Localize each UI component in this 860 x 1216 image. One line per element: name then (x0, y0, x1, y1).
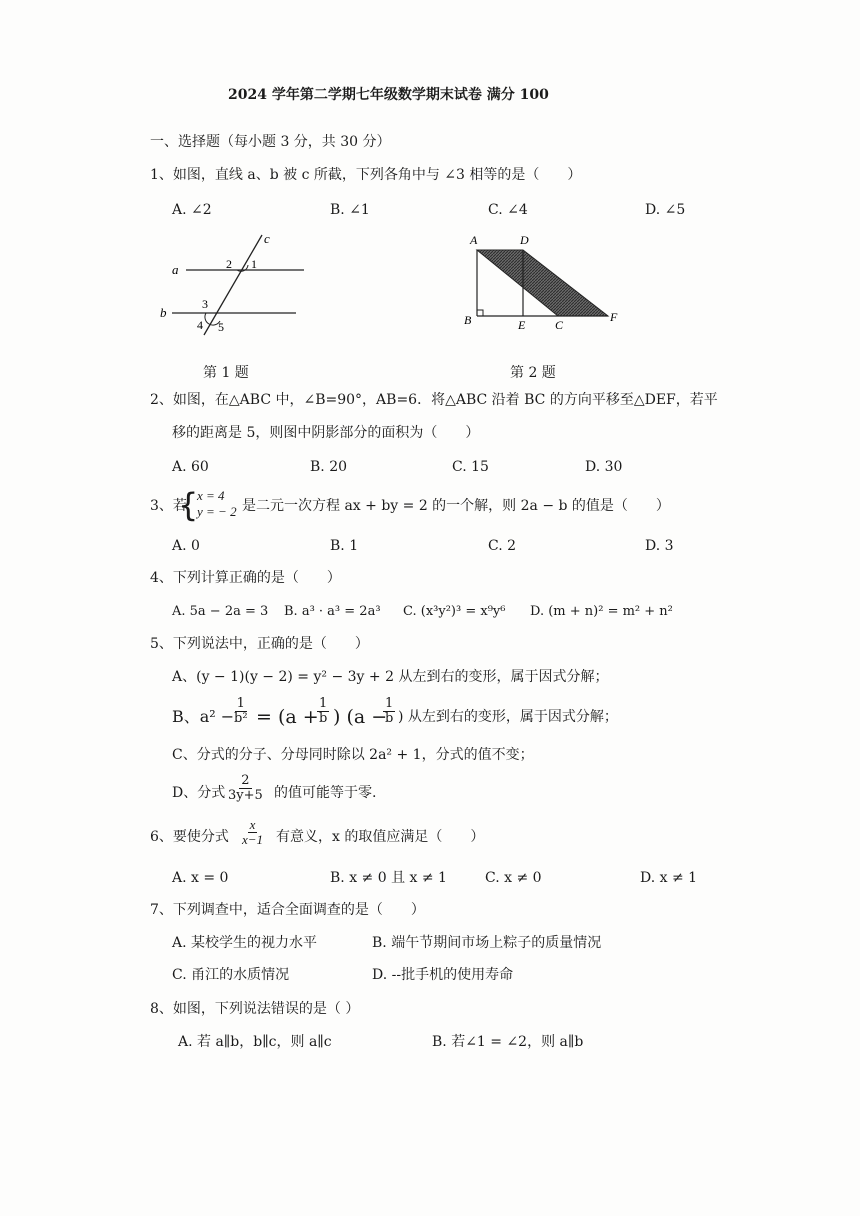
label-1: 1 (251, 257, 257, 271)
q2-option-d: D. 30 (585, 459, 623, 475)
label-4: 4 (197, 318, 203, 332)
q6-option-a: A. x = 0 (172, 870, 229, 886)
q5-option-b-prefix: B、a² − (172, 707, 235, 726)
q4-option-c: C. (x³y²)³ = x⁹y⁶ (403, 604, 506, 619)
q1-figure (150, 225, 320, 345)
fraction-denominator: b² (234, 711, 248, 726)
q7-option-a: A. 某校学生的视力水平 (172, 935, 318, 951)
q3-suffix: 是二元一次方程 ax + by = 2 的一个解，则 2a − b 的值是（ ） (242, 498, 670, 514)
q1-option-c: C. ∠4 (488, 202, 528, 218)
section-heading: 一、选择题（每小题 3 分，共 30 分） (150, 134, 391, 150)
q2-option-b: B. 20 (310, 459, 348, 475)
q7-stem: 7、下列调查中，适合全面调查的是（ ） (150, 902, 425, 918)
q8-stem: 8、如图，下列说法错误的是（ ） (150, 1001, 360, 1017)
right-angle-mark (477, 310, 483, 316)
q5-b-fraction-3 (383, 697, 395, 726)
q1-stem: 1、如图，直线 a、b 被 c 所截，下列各角中与 ∠3 相等的是（ ） (150, 167, 582, 183)
exam-title: 2024 学年第二学期七年级数学期末试卷 满分 100 (228, 87, 549, 103)
q2-stem-line1: 2、如图，在△ABC 中，∠B=90°，AB=6．将△ABC 沿着 BC 的方向平移至△DEF，若平 (150, 392, 718, 408)
shaded-region (477, 250, 608, 316)
q1-option-b: B. ∠1 (330, 202, 370, 218)
label-D: D (520, 233, 529, 247)
q3-prefix: 3、若 (150, 498, 187, 514)
q4-option-d: D. (m + n)² = m² + n² (530, 604, 673, 619)
q3-eq1: x = 4 (197, 488, 225, 503)
label-F: F (610, 310, 618, 324)
q4-option-a: A. 5a − 2a = 3 (172, 604, 269, 619)
q8-option-a: A. 若 a∥b，b∥c，则 a∥c (178, 1034, 332, 1050)
q5-option-b-mid1: = (a + (256, 706, 319, 728)
fraction-denominator: b (318, 711, 328, 726)
q8-option-b: B. 若∠1 = ∠2，则 a∥b (432, 1034, 584, 1050)
fraction-denominator: x−1 (242, 832, 264, 847)
label-C: C (555, 318, 564, 332)
label-E: E (518, 318, 526, 332)
q6-option-d: D. x ≠ 1 (640, 870, 698, 886)
q5-d-fraction (228, 774, 263, 803)
q3-eq2: y = − 2 (197, 504, 237, 519)
q5-b-fraction-2 (317, 697, 329, 726)
label-A: A (470, 233, 478, 247)
line-c (204, 235, 262, 335)
q5-option-d-suffix: 的值可能等于零. (274, 785, 377, 801)
q6-suffix: 有意义，x 的取值应满足（ ） (276, 829, 485, 845)
fraction-numerator: 1 (236, 696, 245, 711)
label-b: b (160, 305, 167, 320)
q7-option-d: D. --批手机的使用寿命 (372, 967, 514, 983)
q2-stem-line2: 移的距离是 5，则图中阴影部分的面积为（ ） (172, 425, 480, 441)
q6-option-c: C. x ≠ 0 (485, 870, 542, 886)
label-3: 3 (202, 297, 208, 311)
label-B: B (464, 313, 472, 327)
q1-option-d: D. ∠5 (645, 202, 686, 218)
q4-stem: 4、下列计算正确的是（ ） (150, 570, 341, 586)
q5-option-c: C、分式的分子、分母同时除以 2a² + 1，分式的值不变； (172, 747, 534, 763)
label-a: a (172, 262, 179, 277)
q5-option-d-prefix: D、分式 (172, 785, 226, 801)
q5-b-fraction-1 (234, 697, 248, 726)
q7-option-c: C. 甬江的水质情况 (172, 967, 290, 983)
q6-fraction (242, 818, 263, 847)
q4-option-b: B. a³ · a³ = 2a³ (284, 604, 381, 619)
q2-option-c: C. 15 (452, 459, 489, 475)
q2-option-a: A. 60 (172, 459, 209, 475)
q6-option-b: B. x ≠ 0 且 x ≠ 1 (330, 870, 447, 886)
q3-option-a: A. 0 (172, 538, 200, 554)
fraction-numerator: 2 (241, 773, 250, 788)
fraction-numerator: 1 (319, 696, 328, 711)
q3-option-b: B. 1 (330, 538, 359, 554)
q3-brace: { (178, 486, 199, 524)
label-2: 2 (226, 257, 232, 271)
q1-option-a: A. ∠2 (172, 202, 212, 218)
fraction-numerator: x (249, 817, 256, 832)
q5-option-b-suffix: ) 从左到右的变形，属于因式分解； (398, 709, 618, 725)
q7-option-b: B. 端午节期间市场上粽子的质量情况 (372, 935, 602, 951)
fraction-denominator: 3y+5 (228, 788, 263, 803)
q2-figure-caption: 第 2 题 (510, 365, 556, 381)
fraction-denominator: b (384, 711, 394, 726)
fraction-numerator: 1 (385, 696, 394, 711)
label-5: 5 (218, 320, 224, 334)
q5-option-a: A、(y − 1)(y − 2) = y² − 3y + 2 从左到右的变形，属于因式分解； (172, 669, 609, 685)
q1-figure-caption: 第 1 题 (203, 365, 249, 381)
q2-figure (460, 230, 630, 335)
q5-stem: 5、下列说法中，正确的是（ ） (150, 636, 369, 652)
q3-option-c: C. 2 (488, 538, 517, 554)
q3-option-d: D. 3 (645, 538, 674, 554)
q5-option-b-mid2: ) (a − (333, 706, 388, 728)
q6-prefix: 6、要使分式 (150, 829, 229, 845)
label-c: c (264, 231, 270, 246)
